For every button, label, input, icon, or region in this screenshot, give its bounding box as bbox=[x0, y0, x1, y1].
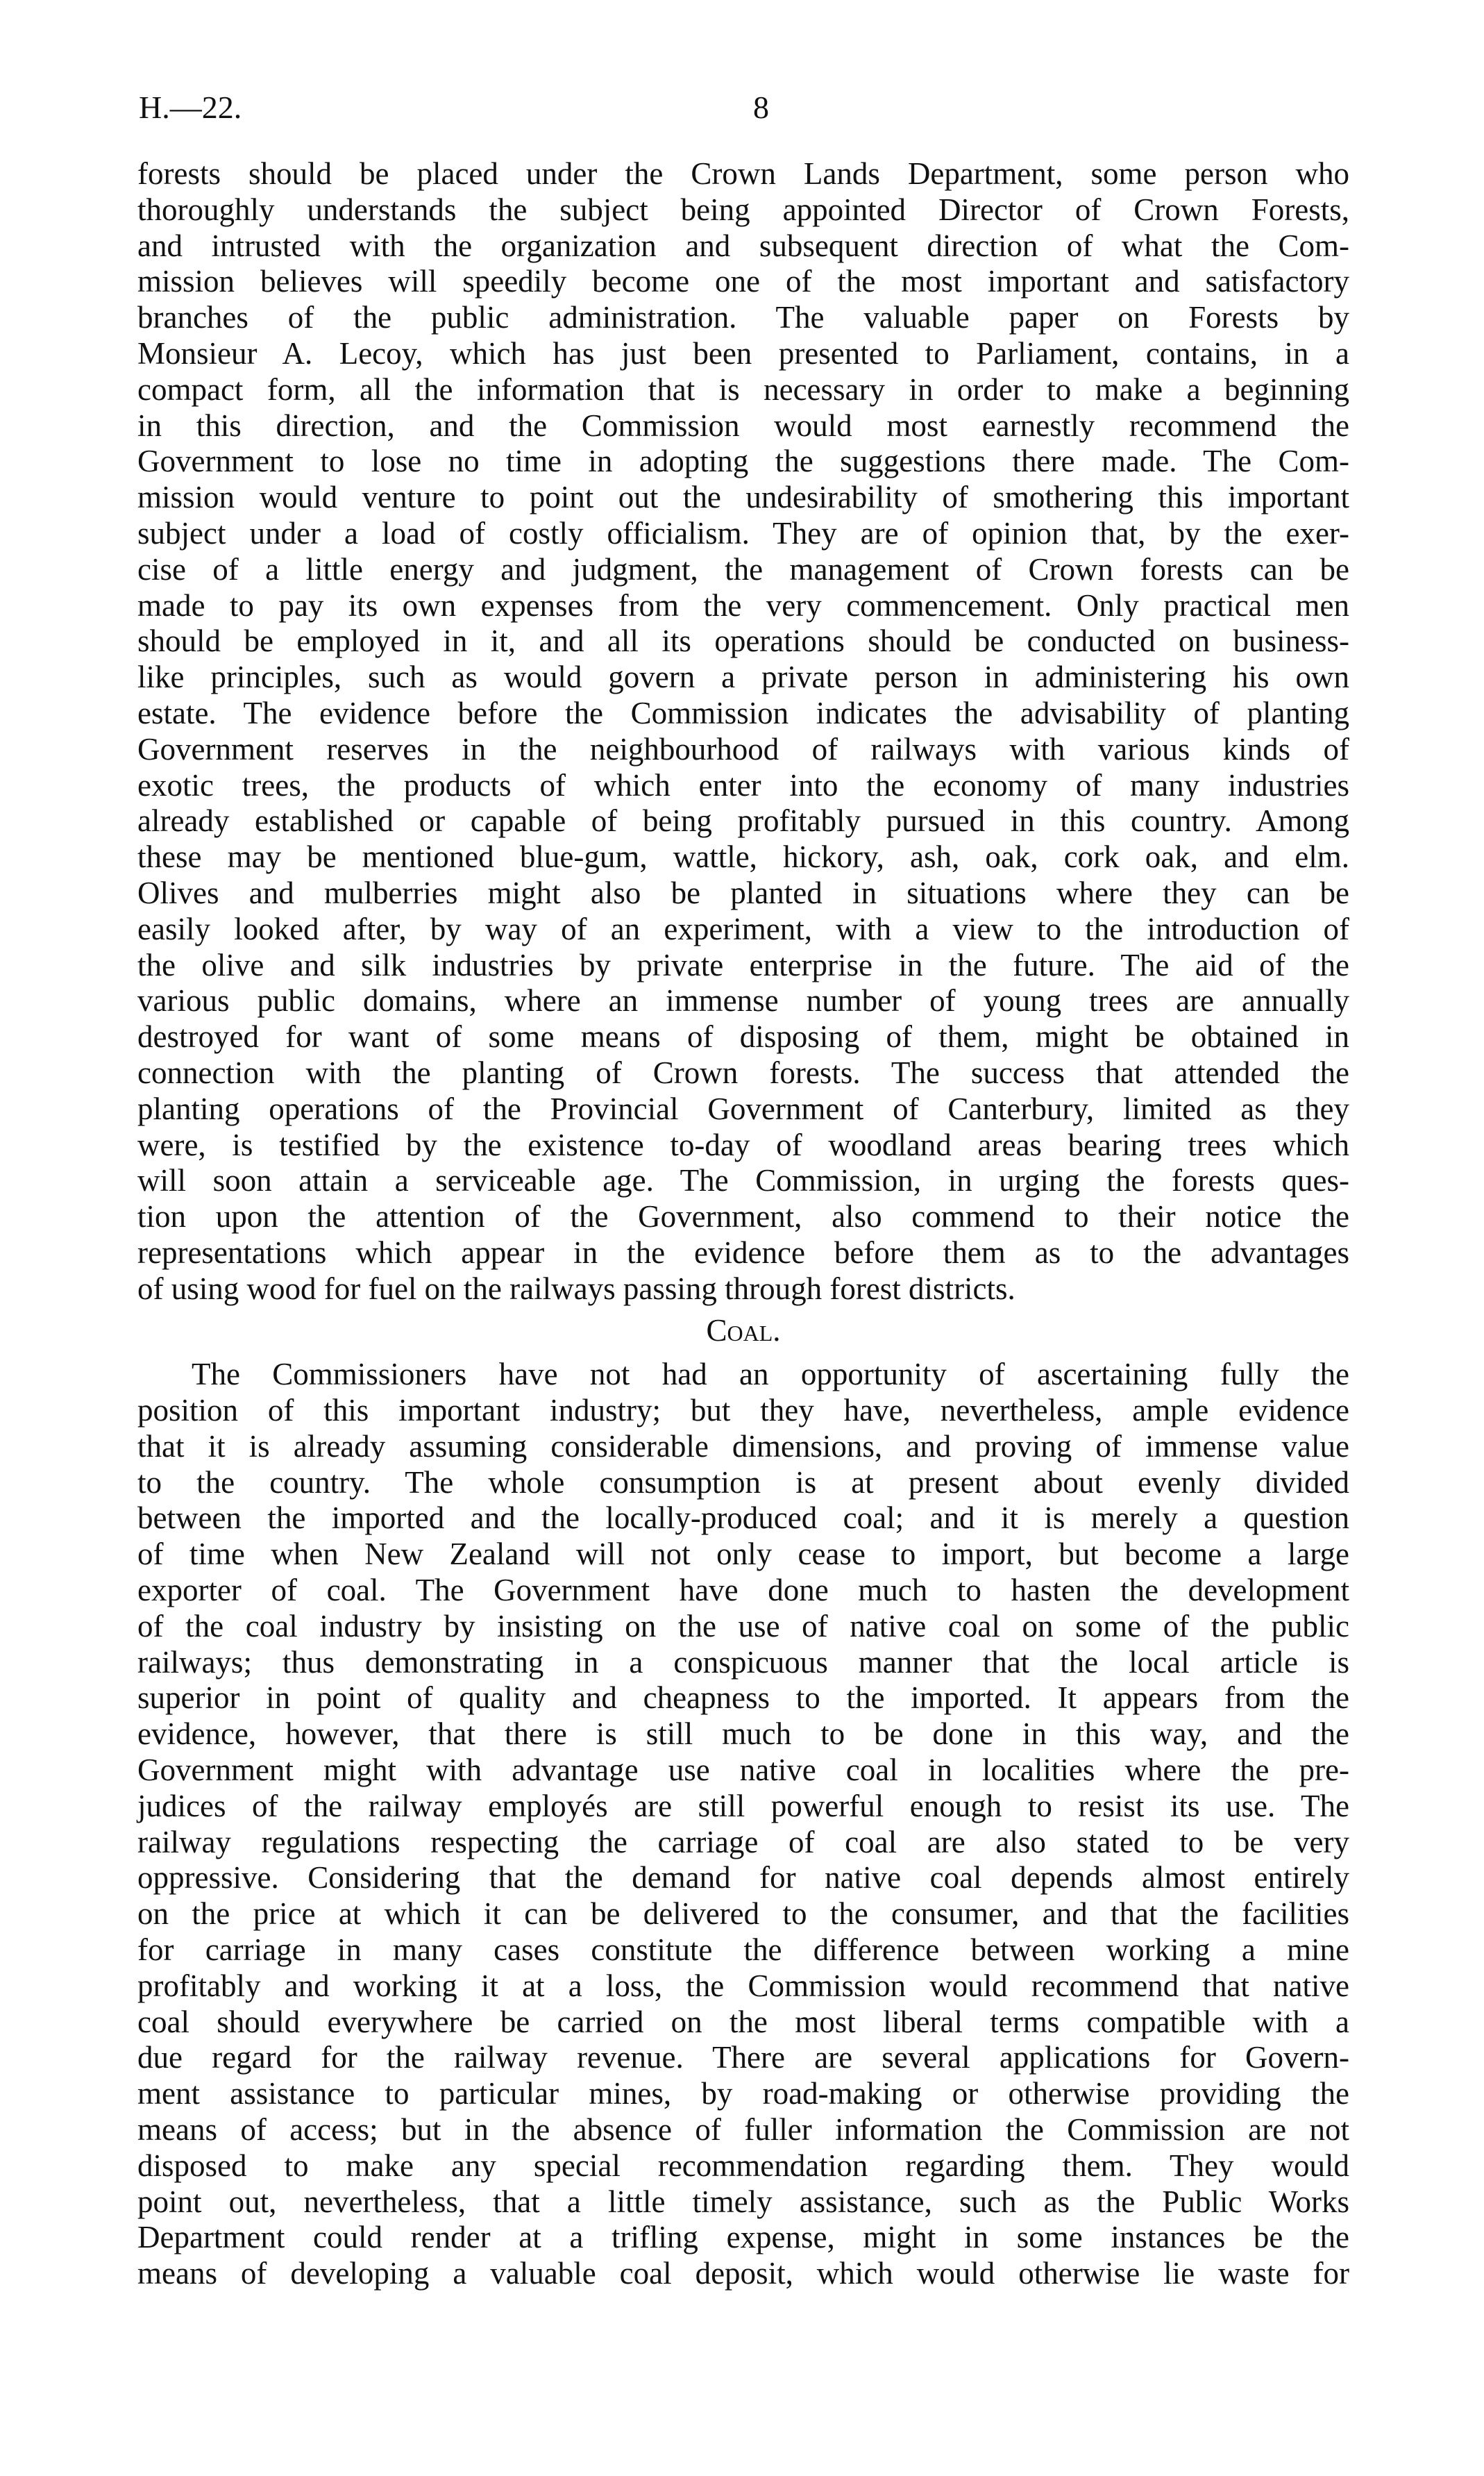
forests-paragraph bbox=[137, 156, 1349, 1307]
text-line: the olive and silk industries by private enterprise in the future. The aid of the bbox=[137, 947, 1349, 982]
section-heading-coal: Coal. bbox=[706, 1312, 781, 1348]
text-line: judices of the railway employés are still powerful enough to resist its use. The bbox=[137, 1788, 1349, 1823]
text-line: compact form, all the information that is necessary in order to make a beginning bbox=[137, 371, 1349, 407]
text-line: Olives and mulberries might also be planted in situations where they can be bbox=[137, 875, 1349, 910]
text-line: The Commissioners have not had an opportunity of ascertaining fully the bbox=[192, 1357, 1349, 1392]
text-line: due regard for the railway revenue. There are several applications for Govern- bbox=[137, 2040, 1349, 2075]
text-line: tion upon the attention of the Government, also commend to their notice the bbox=[137, 1199, 1349, 1235]
document-reference: H.—22. bbox=[139, 90, 242, 125]
text-line: railways; thus demonstrating in a conspicuous manner that the local article is bbox=[137, 1644, 1349, 1680]
text-line: already established or capable of being profitably pursued in this country. Among bbox=[137, 803, 1349, 839]
text-line: of using wood for fuel on the railways passing through forest districts. bbox=[137, 1271, 1015, 1306]
text-line: oppressive. Considering that the demand for native coal depends almost entirely bbox=[137, 1860, 1349, 1896]
text-line: mission would venture to point out the undesirability of smothering this important bbox=[137, 480, 1349, 515]
text-line: destroyed for want of some means of disposing of them, might be obtained in bbox=[137, 1019, 1349, 1055]
text-line: branches of the public administration. The valuable paper on Forests by bbox=[137, 300, 1349, 335]
text-line: various public domains, where an immense number of young trees are annually bbox=[137, 983, 1349, 1019]
text-line: railway regulations respecting the carriage of coal are also stated to be very bbox=[137, 1824, 1349, 1859]
text-line: Government reserves in the neighbourhood of railways with various kinds of bbox=[137, 731, 1349, 767]
text-line: thoroughly understands the subject being appointed Director of Crown Forests, bbox=[137, 192, 1349, 227]
text-line: evidence, however, that there is still much to be done in this way, and the bbox=[137, 1716, 1349, 1752]
text-line: exotic trees, the products of which enter into the economy of many industries bbox=[137, 767, 1349, 803]
text-line: Department could render at a trifling expense, might in some instances be the bbox=[137, 2220, 1349, 2255]
text-line: should be employed in it, and all its operations should be conducted on business- bbox=[137, 624, 1349, 659]
text-line: forests should be placed under the Crown Lands Department, some person who bbox=[137, 156, 1349, 191]
text-line: Monsieur A. Lecoy, which has just been presented to Parliament, contains, in a bbox=[137, 335, 1349, 371]
page-body bbox=[137, 156, 1349, 2292]
text-line: coal should everywhere be carried on the most liberal terms compatible with a bbox=[137, 2004, 1349, 2039]
text-line: of time when New Zealand will not only cease to import, but become a large bbox=[137, 1537, 1349, 1572]
text-line: on the price at which it can be delivered to the consumer, and that the facilities bbox=[137, 1896, 1349, 1932]
text-line: were, is testified by the existence to-day of woodland areas bearing trees which bbox=[137, 1127, 1349, 1162]
text-line: estate. The evidence before the Commission indicates the advisability of planting bbox=[137, 695, 1349, 730]
text-line: will soon attain a serviceable age. The Commission, in urging the forests ques- bbox=[137, 1163, 1349, 1198]
text-line: planting operations of the Provincial Government of Canterbury, limited as they bbox=[137, 1091, 1349, 1126]
text-line: ment assistance to particular mines, by road-making or otherwise providing the bbox=[137, 2076, 1349, 2111]
text-line: disposed to make any special recommendation regarding them. They would bbox=[137, 2148, 1349, 2183]
text-line: superior in point of quality and cheapness to the imported. It appears from the bbox=[137, 1680, 1349, 1716]
text-line: these may be mentioned blue-gum, wattle, hickory, ash, oak, cork oak, and elm. bbox=[137, 839, 1349, 875]
text-line: means of developing a valuable coal deposit, which would otherwise lie waste for bbox=[137, 2256, 1349, 2291]
text-line: Government to lose no time in adopting the suggestions there made. The Com- bbox=[137, 444, 1349, 479]
text-line: to the country. The whole consumption is at present about evenly divided bbox=[137, 1464, 1349, 1500]
text-line: representations which appear in the evidence before them as to the advantages bbox=[137, 1235, 1349, 1270]
text-line: cise of a little energy and judgment, the management of Crown forests can be bbox=[137, 551, 1349, 587]
text-line: profitably and working it at a loss, the Commission would recommend that native bbox=[137, 1968, 1349, 2003]
text-line: Government might with advantage use native coal in localities where the pre- bbox=[137, 1753, 1349, 1788]
text-line: easily looked after, by way of an experiment, with a view to the introduction of bbox=[137, 911, 1349, 946]
text-line: that it is already assuming considerable dimensions, and proving of immense value bbox=[137, 1428, 1349, 1464]
text-line: between the imported and the locally-produced coal; and it is merely a question bbox=[137, 1500, 1349, 1536]
text-line: subject under a load of costly officialism. They are of opinion that, by the exer- bbox=[137, 515, 1349, 551]
text-line: means of access; but in the absence of fuller information the Commission are not bbox=[137, 2112, 1349, 2148]
text-line: point out, nevertheless, that a little timely assistance, such as the Public Works bbox=[137, 2184, 1349, 2219]
text-line: position of this important industry; but they have, nevertheless, ample evidence bbox=[137, 1393, 1349, 1428]
text-line: and intrusted with the organization and subsequent direction of what the Com- bbox=[137, 228, 1349, 263]
text-line: for carriage in many cases constitute the difference between working a mine bbox=[137, 1932, 1349, 1968]
text-line: mission believes will speedily become one of the most important and satisfactory bbox=[137, 264, 1349, 299]
text-line: made to pay its own expenses from the very commencement. Only practical men bbox=[137, 587, 1349, 623]
text-line: connection with the planting of Crown forests. The success that attended the bbox=[137, 1055, 1349, 1090]
text-line: in this direction, and the Commission would most earnestly recommend the bbox=[137, 408, 1349, 443]
text-line: exporter of coal. The Government have done much to hasten the development bbox=[137, 1573, 1349, 1608]
text-line: of the coal industry by insisting on the use of native coal on some of the public bbox=[137, 1608, 1349, 1643]
text-line: like principles, such as would govern a private person in administering his own bbox=[137, 660, 1349, 695]
page-number: 8 bbox=[753, 90, 769, 125]
coal-paragraph bbox=[137, 1357, 1349, 2292]
